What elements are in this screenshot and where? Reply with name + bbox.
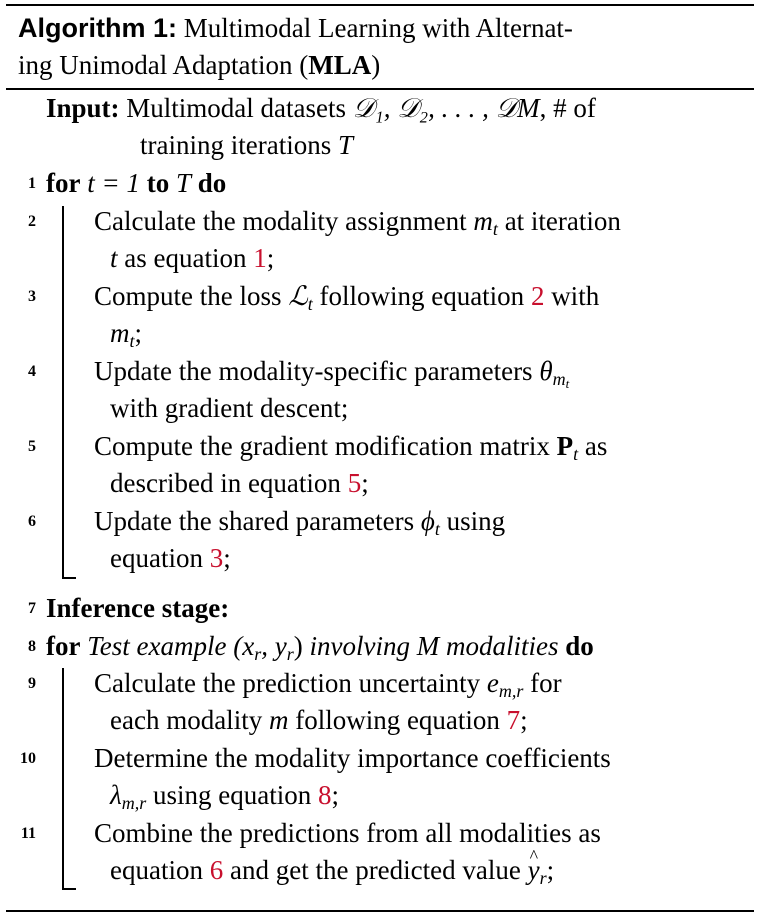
equation-ref-link[interactable]: 6: [209, 855, 224, 885]
line-number: 2: [28, 213, 36, 230]
line-number: 1: [28, 175, 36, 192]
equation-ref-link[interactable]: 1: [253, 243, 267, 273]
step-2-cont: t as equation 1;: [110, 243, 275, 273]
step-3-cont: $m_t$;: [110, 318, 143, 351]
for-block-foot: [62, 577, 76, 579]
caption-title-line2-post: ): [371, 50, 381, 80]
for-test-block-bar: [62, 668, 64, 890]
line-number: 11: [20, 825, 36, 842]
step-2: Calculate the modality assignment $m_t$ at iteration: [94, 206, 621, 239]
algorithm-label: Algorithm 1:: [18, 13, 177, 43]
step-4: Update the modality-specific parameters $\theta_{m_t}$: [94, 356, 570, 391]
algorithm-caption: [18, 10, 573, 84]
line-number: 10: [20, 750, 36, 767]
caption-title-line1: Multimodal Learning with Alternat-: [183, 13, 573, 43]
step-4-cont: with gradient descent;: [110, 393, 349, 423]
line-number: 4: [28, 363, 36, 380]
step-1: for t = 1 to T do: [46, 168, 227, 198]
line-number: 7: [28, 600, 36, 617]
step-3: Compute the loss ℒ$_t$ following equation 2 with: [94, 281, 600, 314]
step-9: Calculate the prediction uncertainty $e_{m,r}$ for: [94, 668, 562, 701]
top-rule: [6, 4, 754, 6]
step-8: for Test example ($x_r$, $y_r$) involving M modalities do: [46, 631, 594, 664]
step-5: Compute the gradient modification matrix $P_t$ as: [94, 431, 608, 464]
equation-ref-link[interactable]: 3: [209, 543, 224, 573]
input-label: Input:: [46, 93, 120, 123]
for-block-bar: [62, 206, 64, 579]
step-11-cont: equation 6 and get the predicted value ^ $y_r$;: [110, 852, 554, 889]
input-line-2: training iterations T: [140, 130, 353, 160]
datasets-math: 𝒟₁, 𝒟₂, . . . , 𝒟M: [352, 93, 540, 123]
step-11: Combine the predictions from all modalities as: [94, 818, 601, 848]
step-6-cont: equation 3;: [110, 543, 231, 573]
equation-ref-link[interactable]: 2: [530, 281, 545, 311]
step-5-cont: described in equation 5;: [110, 468, 369, 498]
equation-ref-link[interactable]: 5: [347, 468, 362, 498]
line-number: 8: [28, 638, 36, 655]
step-10-cont: $\lambda_{m,r}$ using equation 8;: [110, 780, 339, 813]
step-10: Determine the modality importance coefficients: [94, 743, 611, 773]
step-6: Update the shared parameters $\phi_t$ using: [94, 506, 506, 539]
line-number: 9: [28, 675, 36, 692]
line-number: 6: [28, 513, 36, 530]
caption-title-line2-pre: ing Unimodal Adaptation (: [18, 50, 309, 80]
equation-ref-link[interactable]: 8: [317, 780, 332, 810]
line-number: 3: [28, 288, 36, 305]
caption-acronym: MLA: [308, 50, 372, 80]
equation-ref-link[interactable]: 7: [506, 705, 521, 735]
bottom-rule: [6, 910, 754, 912]
step-7: Inference stage:: [46, 593, 230, 623]
input-line-1: Input: Multimodal datasets 𝒟₁, 𝒟₂, . . . , 𝒟M, # of: [46, 93, 596, 123]
for-test-block-foot: [62, 888, 76, 890]
step-9-cont: each modality m following equation 7;: [110, 705, 528, 735]
line-number: 5: [28, 438, 36, 455]
